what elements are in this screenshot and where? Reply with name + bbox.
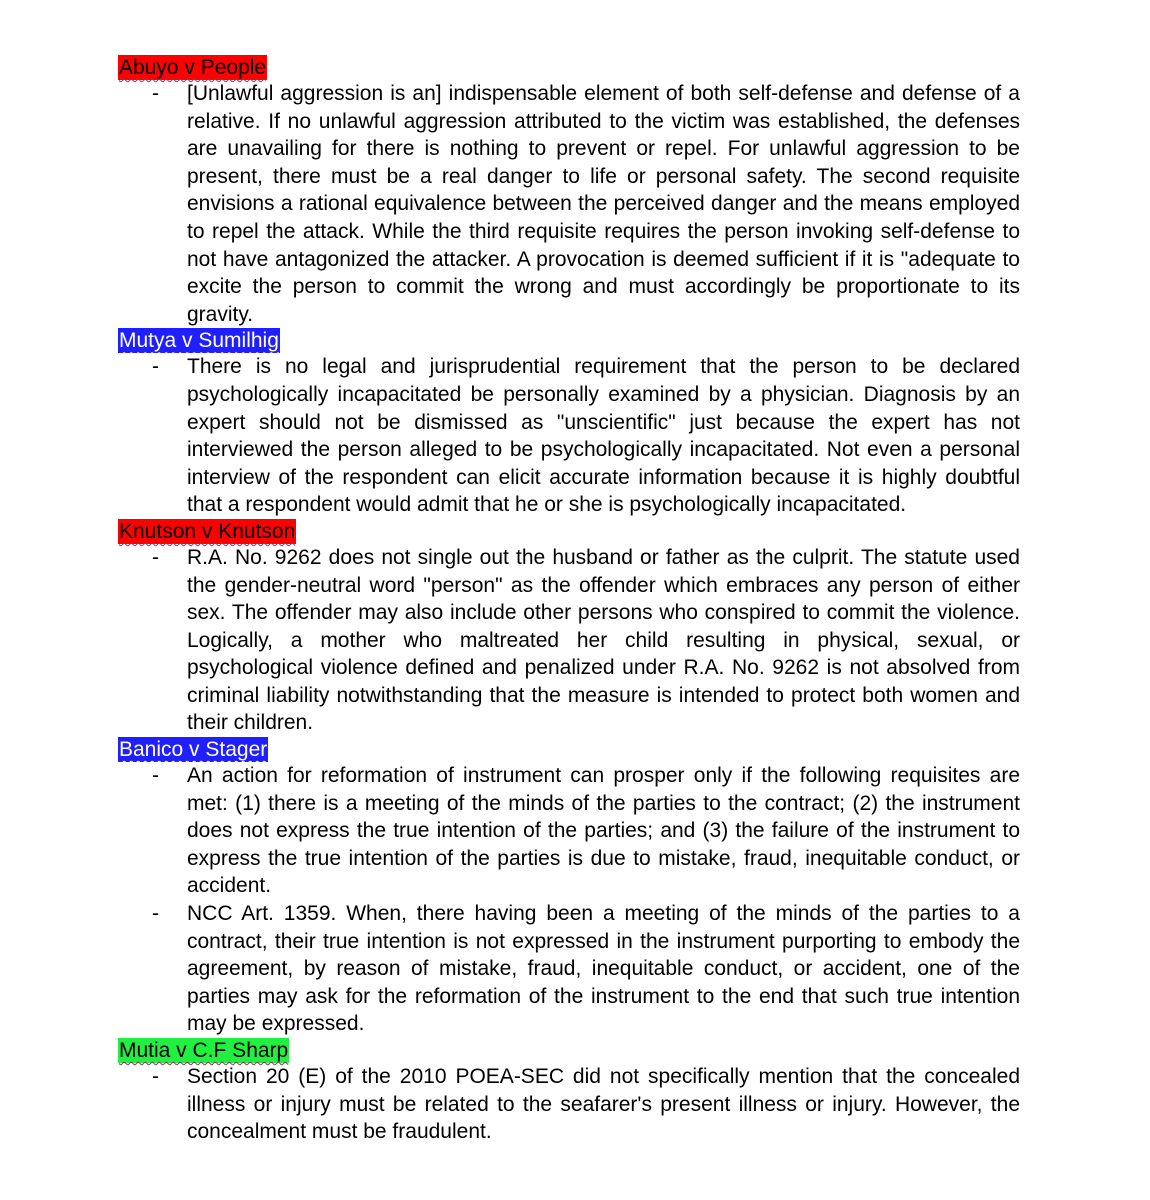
bullet-point: [118, 762, 1020, 900]
bullet-list: [118, 353, 1020, 519]
case-heading: Abuyo v People: [119, 56, 267, 79]
bullet-text: An action for reformation of instrument can prosper only if the following requisites are met: (1) there is a meeting of the minds of the parties to the contract; (2) the instrument does not express the true intention of the parties; and (3) the failure of the instrument to express the true intention of the parties is due to mistake, fraud, inequitable conduct, or accident.: [187, 764, 1020, 898]
bullet-point: [118, 900, 1020, 1038]
bullet-text: Section 20 (E) of the 2010 POEA-SEC did not specifically mention that the concealed illness or injury must be related to the seafarer's present illness or injury. However, the concealment must be fraudulent.: [187, 1065, 1020, 1144]
bullet-text: NCC Art. 1359. When, there having been a meeting of the minds of the parties to a contract, their true intention is not expressed in the instrument purporting to embody the agreement, by reason of mistake, fraud, inequitable conduct, or accident, one of the parties may ask for the reformation of the instrument to the end that such true intention may be expressed.: [187, 902, 1020, 1036]
dash-bullet-icon: -: [152, 545, 159, 569]
dash-bullet-icon: -: [152, 902, 159, 926]
bullet-list: [118, 544, 1020, 737]
bullet-point: [118, 80, 1020, 328]
document-page: [118, 55, 1020, 1146]
bullet-list: [118, 80, 1020, 328]
case-heading: Mutia v C.F Sharp: [119, 1039, 289, 1062]
dash-bullet-icon: -: [152, 82, 159, 105]
bullet-list: [118, 762, 1020, 1038]
case-block: [118, 55, 1020, 328]
bullet-point: [118, 353, 1020, 519]
case-block: [118, 519, 1020, 737]
case-heading: Knutson v Knutson: [119, 519, 296, 543]
dash-bullet-icon: -: [152, 764, 159, 788]
case-block: [118, 328, 1020, 519]
case-list: [118, 55, 1020, 1146]
case-heading: Mutya v Sumilhig: [119, 329, 279, 353]
dash-bullet-icon: -: [152, 1065, 159, 1088]
bullet-text: [Unlawful aggression is an] indispensable element of both self-defense and defense of a relative. If no unlawful aggression attributed to the victim was established, the defenses are unavailing for there is nothing to prevent or repel. For unlawful aggression to be present, there must be a real danger to life or personal safety. The second requisite envisions a rational equivalence between the perceived danger and the means employed to repel the attack. While the third requisite requires the person invoking self-defense to not have antagonized the attacker. A provocation is deemed sufficient if it is "adequate to excite the person to commit the wrong and must accordingly be proportionate to its gravity.: [187, 82, 1020, 326]
case-heading: Banico v Stager: [119, 738, 268, 762]
bullet-text: There is no legal and jurisprudential requirement that the person to be declared psychologically incapacitated be personally examined by a physician. Diagnosis by an expert should not be dismissed as "unscientific" just because the expert has not interviewed the person alleged to be psychologically incapacitated. Not even a personal interview of the respondent can elicit accurate information because it is highly doubtful that a respondent would admit that he or she is psychologically incapacitated.: [187, 355, 1020, 517]
case-block: [118, 737, 1020, 1038]
dash-bullet-icon: -: [152, 355, 159, 379]
case-block: [118, 1038, 1020, 1146]
bullet-text: R.A. No. 9262 does not single out the husband or father as the culprit. The statute used the gender-neutral word "person" as the offender which embraces any person of either sex. The offender may also include other persons who conspired to commit the violence. Logically, a mother who maltreated her child resulting in physical, sexual, or psychological violence defined and penalized under R.A. No. 9262 is not absolved from criminal liability notwithstanding that the measure is intended to protect both women and their children.: [187, 545, 1020, 735]
bullet-point: [118, 1063, 1020, 1146]
bullet-list: [118, 1063, 1020, 1146]
bullet-point: [118, 544, 1020, 737]
